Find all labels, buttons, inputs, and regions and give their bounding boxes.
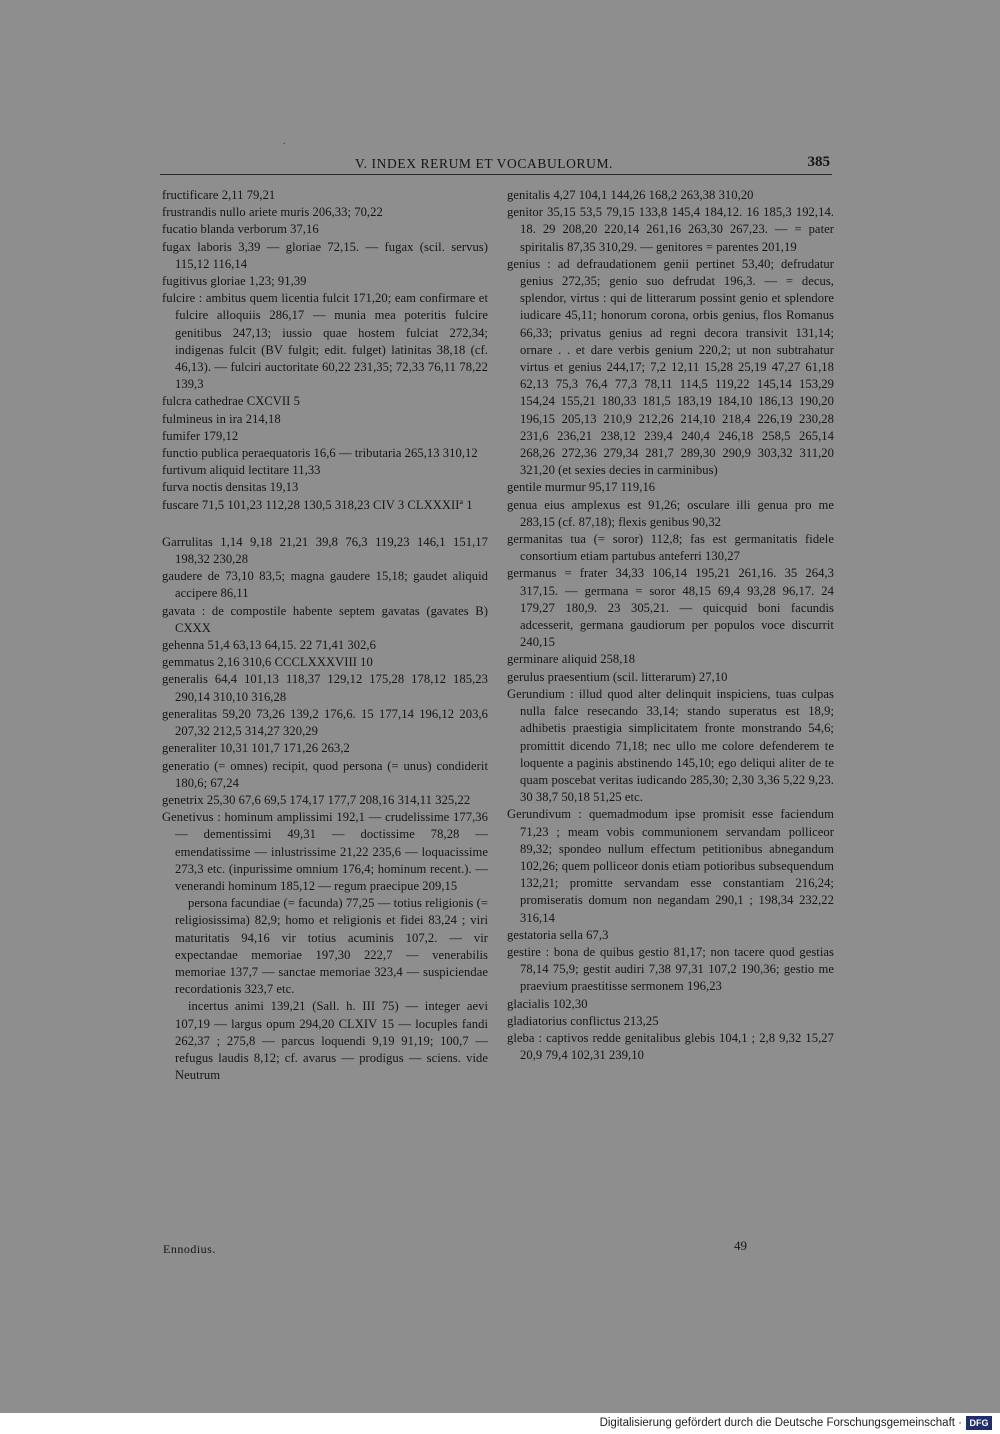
index-entry: gestire : bona de quibus gestio 81,17; non tacere quod gestias 78,14 75,9; gestit audiri 7,38 97,31 107,2 190,36; gestio me praevium praestitisse sermonem 196,23 (507, 944, 834, 994)
index-entry: frustrandis nullo ariete muris 206,33; 70,22 (162, 205, 383, 220)
index-entry: genua eius amplexus est 91,26; osculare illi genua pro me 283,15 (cf. 87,18); flexis genibus 90,32 (507, 497, 834, 529)
page-title: V. INDEX RERUM ET VOCABULORUM. (355, 156, 614, 171)
scan-speck: . (283, 136, 286, 147)
index-entry: fulcire : ambitus quem licentia fulcit 171,20; eam confirmare et fulcire alloquiis 286,17 — munia mea poteritis fulcire genitibus 247,13; iussio quae hostem fulciat 272,34; indigenas fulcit (BV fulgit; edit. fulget) latinitas 38,18 (cf. 46,13). — fulciri auctoritate 60,22 231,35; 72,33 76,11 78,22 139,3 (162, 291, 488, 392)
index-entry: generalis 64,4 101,13 118,37 129,12 175,28 178,12 185,23 290,14 310,10 316,28 (162, 672, 488, 704)
index-entry: Gerundivum : quemadmodum ipse promisit esse faciendum 71,23 ; meam vobis communionem servandam polliceor 89,32; spondeo nullum effectum petitionibus abnegandum 102,26; quem polliceor donis etiam potioribus subsequendum 132,21; promitte servandam esse constantiam 216,24; promiseratis domum non negandam 290,1 ; 198,34 232,22 316,14 (507, 807, 834, 925)
index-entry: germanus = frater 34,33 106,14 195,21 261,16. 35 264,3 317,15. — germana = soror 48,15 69,4 93,28 96,17. 24 179,27 180,9. 23 305,21. — quicquid boni facundis adcesserit, germana gaudiorum per populos voce discurrit 240,15 (507, 566, 834, 650)
index-entry: fugitivus gloriae 1,23; 91,39 (162, 274, 307, 289)
index-entry: functio publica peraequatoris 16,6 — tributaria 265,13 310,12 (162, 446, 478, 461)
index-entry: gleba : captivos redde genitalibus glebis 104,1 ; 2,8 9,32 15,27 20,9 79,4 102,31 239,10 (507, 1030, 834, 1063)
index-entry: germanitas tua (= soror) 112,8; fas est germanitatis fidele consortium etiam partubus anteferri 130,27 (507, 532, 834, 564)
index-entry: gemmatus 2,16 310,6 CCCLXXXVIII 10 (162, 655, 373, 670)
index-entry: generaliter 10,31 101,7 171,26 263,2 (162, 741, 350, 756)
index-entry: fumifer 179,12 (162, 428, 239, 443)
sheet-signature: 49 (734, 1238, 747, 1253)
index-entry: genetrix 25,30 67,6 69,5 174,17 177,7 208,16 314,11 325,22 (162, 792, 471, 807)
index-entry: fulmineus in ira 214,18 (162, 411, 281, 426)
left-column (162, 187, 488, 1084)
page-number: 385 (807, 154, 830, 170)
dfg-logo-icon: DFG (966, 1416, 992, 1430)
index-entry: gentile murmur 95,17 119,16 (507, 480, 656, 495)
index-entry: gavata : de compostile habente septem gavatas (gavates B) CXXX (162, 603, 488, 635)
index-entry: generalitas 59,20 73,26 139,2 176,6. 15 177,14 196,12 203,6 207,32 212,5 314,27 320,29 (162, 706, 488, 739)
index-entry: fugax laboris 3,39 — gloriae 72,15. — fugax (scil. servus) 115,12 116,14 (162, 239, 488, 271)
funding-credit: Digitalisierung gefördert durch die Deutsche Forschungsgemeinschaft · (599, 1417, 962, 1429)
index-subentry: incertus animi 139,21 (Sall. h. III 75) — integer aevi 107,19 — largus opum 294,20 CLXIV 15 — locuples fandi 262,37 ; 275,8 — parcus loquendi 9,19 91,19; 100,7 — refugus laudis 8,12; cf. avarus — prodigus — sciens. vide Neutrum (175, 999, 488, 1083)
index-entry: genitalis 4,27 104,1 144,26 168,2 263,38 310,20 (507, 188, 754, 202)
index-entry: furtivum aliquid lectitare 11,33 (162, 463, 321, 478)
index-entry: fulcra cathedrae CXCVII 5 (162, 394, 300, 409)
index-subentry: persona facundiae (= facunda) 77,25 — totius religionis (= religiosissima) 82,9; homo et religionis et fidei 83,24 ; viri maturitatis 94,16 vir totius acuminis 107,2. — vir expectandae memoriae 197,30 222,7 — venerabilis memoriae 137,7 — sanctae memoriae 323,4 — suspiciendae recordationis 323,7 etc. (175, 896, 488, 997)
index-entry: Genetivus : hominum amplissimi 192,1 — crudelissime 177,36 — dementissimi 49,31 — doctissime 78,28 — emendatissime — inlustrissime 21,22 235,6 — loquacissime 273,3 etc. (inpurissime omnium 176,4; hominum recent.). — venerandi hominum 185,12 — regum praecipue 209,15 (162, 810, 488, 893)
index-entry: gladiatorius conflictus 213,25 (507, 1013, 659, 1028)
index-entry: Garrulitas 1,14 9,18 21,21 39,8 76,3 119,23 146,1 151,17 198,32 230,28 (162, 534, 488, 567)
index-entry: germinare aliquid 258,18 (507, 652, 636, 667)
index-entry: fructificare 2,11 79,21 (162, 188, 276, 202)
author-footer: Ennodius. (163, 1242, 216, 1256)
index-entry: fucatio blanda verborum 37,16 (162, 222, 319, 237)
section-gap (162, 514, 488, 534)
index-entry: generatio (= omnes) recipit, quod persona (= unus) condiderit 180,6; 67,24 (162, 758, 488, 790)
credit-bar (0, 1413, 1000, 1434)
index-entry: genius : ad defraudationem genii pertinet 53,40; defrudatur genius 272,35; genio suo defrudat 196,3. — = decus, splendor, virtus : qui de litterarum possint genio et splendore iudicare 45,11; honorum corona, orbis genius, flos Romanus 66,33; privatus genius ad regni decora transivit 131,14; ornare . . et dare verbis genium 220,2; ut non subtrahatur virtus et genius 244,17; 7,2 12,11 15,28 25,19 47,27 61,18 62,13 75,3 76,4 77,3 78,11 114,5 119,22 145,14 153,29 154,24 155,21 180,33 181,5 183,19 184,10 186,13 190,20 196,15 205,13 210,9 212,26 214,10 218,4 226,19 230,28 231,6 236,21 238,12 239,4 240,4 246,18 258,5 265,14 268,26 272,36 279,34 281,7 289,30 290,9 303,32 311,20 321,20 (et sexies decies in carminibus) (507, 256, 834, 478)
index-entry: gehenna 51,4 63,13 64,15. 22 71,41 302,6 (162, 638, 376, 653)
index-entry: glacialis 102,30 (507, 996, 588, 1011)
index-entry: gaudere de 73,10 83,5; magna gaudere 15,18; gaudet aliquid accipere 86,11 (162, 569, 488, 601)
index-entry: furva noctis densitas 19,13 (162, 480, 299, 495)
running-head (160, 150, 832, 175)
index-entry: gestatoria sella 67,3 (507, 927, 609, 942)
index-entry: fuscare 71,5 101,23 112,28 130,5 318,23 CIV 3 CLXXXIIª 1 (162, 497, 473, 512)
index-entry: gerulus praesentium (scil. litterarum) 27,10 (507, 669, 728, 684)
index-entry: genitor 35,15 53,5 79,15 133,8 145,4 184,12. 16 185,3 192,14. 18. 29 208,20 220,14 261,16 263,30 267,23. — = pater spiritalis 87,35 310,29. — genitores = parentes 201,19 (507, 205, 834, 254)
index-entry: Gerundium : illud quod alter delinquit inspiciens, tuas culpas nulla falce resecando 33,14; stando superatus est 18,9; adhibetis praestigia simplicitatem fronte monstrando 54,6; promittit dicendo 71,18; nec ullo me colore defenderem te loquente a paginis abstinendo 145,10; ego deliqui aliter de te quam poscebat veritas iudicando 285,30; 2,30 3,36 5,22 9,23. 30 38,7 50,18 51,25 etc. (507, 686, 834, 805)
right-column (507, 187, 834, 1064)
